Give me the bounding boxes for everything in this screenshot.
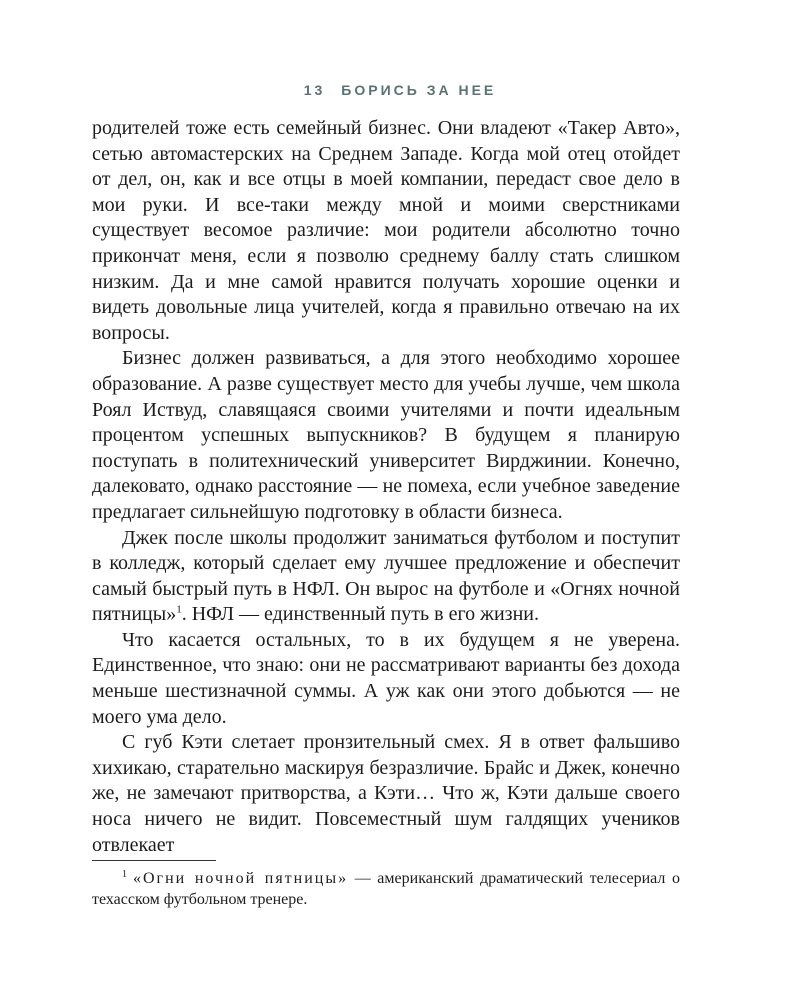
footnote-text: — американский драматический телесериал о техасском футбольном тренере. xyxy=(92,870,680,908)
paragraph: Бизнес должен развиваться, а для этого необходимо хорошее образование. А разве существует место для учебы лучше, чем школа Роял Иствуд, славящаяся своими учителями и почти идеальным процентом успешных выпускников? В будущем я планирую поступать в политехнический университет Вирджинии. Конечно, далековато, однако расстояние — не помеха, если учебное заведение предлагает сильнейшую подготовку в области бизнеса. xyxy=(92,347,680,523)
footnote-reference[interactable]: 1 xyxy=(176,603,182,616)
paragraph: Что касается остальных, то в их будущем я не уверена. Единственное, что знаю: они не рассматривают варианты без дохода меньше шестизначной суммы. А уж как они этого добьются — не моего ума дело. xyxy=(92,628,680,728)
footnote-title: «Огни ночной пятницы» xyxy=(133,870,349,887)
footnote-marker: 1 xyxy=(122,868,127,880)
paragraph-text: НФЛ — единственный путь в его жизни. xyxy=(191,603,539,626)
footnote xyxy=(92,868,680,910)
running-header xyxy=(0,82,800,98)
chapter-title: БОРИСЬ ЗА НЕЕ xyxy=(341,82,497,98)
paragraph: Джек после школы продолжит заниматься футболом и поступит в колледж, который сделает ему лучшее предложение и обеспечит самый быстрый путь в НФЛ. Он вырос на футболе и «Огнях ночной пятницы»$^1$. НФЛ — единственный путь в его жизни. xyxy=(92,526,680,626)
page-number: 13 xyxy=(303,82,326,98)
paragraph-text: Джек после школы продолжит заниматься футболом и поступит в колледж, который сделает ему лучшее предложение и обеспечит самый быстрый путь в НФЛ. Он вырос на футболе и «Огнях ночной пятницы» xyxy=(92,526,680,626)
footnote-divider xyxy=(92,860,216,861)
paragraph: родителей тоже есть семейный бизнес. Они владеют «Такер Авто», сетью автомастерских на Среднем Западе. Когда мой отец отойдет от дел, он, как и все отцы в моей компании, передаст свое дело в мои руки. И все-таки между мной и моими сверстниками существует весомое различие: мои родители абсолютно точно прикончат меня, если я позволю среднему баллу стать слишком низким. Да и мне самой нравится получать хорошие оценки и видеть довольные лица учителей, когда я правильно отвечаю на их вопросы. xyxy=(92,117,680,344)
body-text xyxy=(92,116,680,858)
paragraph: С губ Кэти слетает пронзительный смех. Я в ответ фальшиво хихикаю, старательно маскируя безразличие. Брайс и Джек, конечно же, не замечают притворства, а Кэти… Что ж, Кэти дальше своего носа ничего не видит. Повсеместный шум галдящих учеников отвлекает xyxy=(92,731,680,856)
